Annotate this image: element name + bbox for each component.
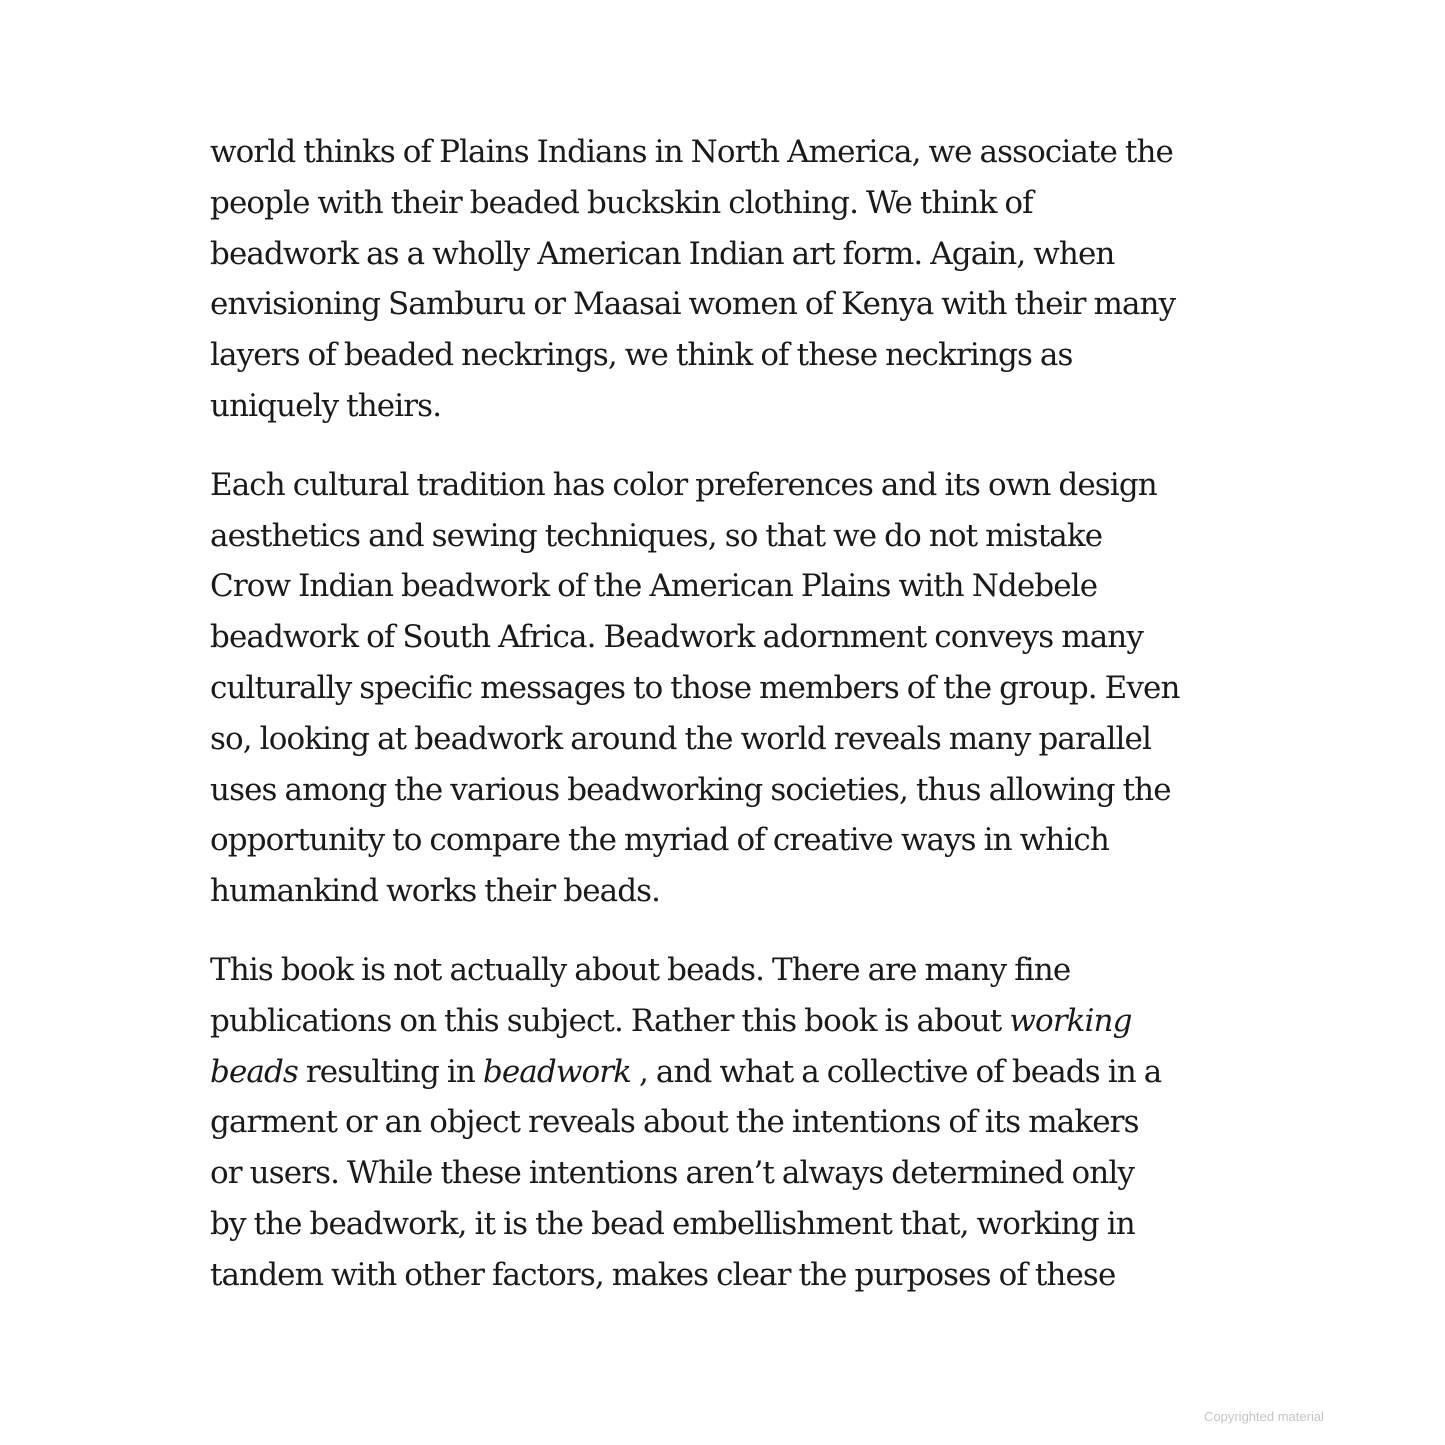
text-line: Crow Indian beadwork of the American Plains with Ndebele xyxy=(210,568,1098,605)
text-line: Each cultural tradition has color preferences and its own design xyxy=(210,466,1157,503)
text-line: world thinks of Plains Indians in North America, we associate the xyxy=(210,134,1173,170)
text-line: beadwork of South Africa. Beadwork adornment conveys many xyxy=(210,619,1143,656)
page-body xyxy=(210,127,1240,1329)
text-run: , and what a collective of beads in a xyxy=(631,1053,1162,1090)
italic-term-beads: beads xyxy=(210,1053,298,1090)
italic-term-working: working xyxy=(1009,1002,1132,1039)
text-line: layers of beaded neckrings, we think of these neckrings as xyxy=(210,337,1073,374)
text-line: beadwork as a wholly American Indian art form. Again, when xyxy=(210,235,1115,272)
text-line: opportunity to compare the myriad of creative ways in which xyxy=(210,822,1109,859)
paragraph-3 xyxy=(210,945,1240,1301)
text-line: by the beadwork, it is the bead embellishment that, working in xyxy=(210,1205,1135,1242)
text-line: people with their beaded buckskin clothing. We think of xyxy=(210,184,1033,221)
text-line: tandem with other factors, makes clear the purposes of these xyxy=(210,1256,1116,1293)
text-line: uniquely theirs. xyxy=(210,387,442,424)
text-line: or users. While these intentions aren’t always determined only xyxy=(210,1155,1134,1192)
paragraph-2 xyxy=(210,460,1240,917)
text-line: This book is not actually about beads. There are many fine xyxy=(210,951,1071,988)
text-line: envisioning Samburu or Maasai women of Kenya with their many xyxy=(210,286,1176,323)
text-line: humankind works their beads. xyxy=(210,873,661,910)
text-run: publications on this subject. Rather this book is about xyxy=(210,1002,1010,1039)
text-run: resulting in xyxy=(297,1053,483,1090)
text-line: culturally specific messages to those members of the group. Even xyxy=(210,669,1180,706)
text-line xyxy=(210,1047,1240,1098)
copyright-watermark: Copyrighted material xyxy=(1204,1409,1324,1424)
text-line xyxy=(210,996,1240,1047)
text-line: uses among the various beadworking societies, thus allowing the xyxy=(210,771,1171,808)
text-line: aesthetics and sewing techniques, so that we do not mistake xyxy=(210,517,1103,554)
italic-term-beadwork: beadwork xyxy=(482,1053,632,1090)
text-line: garment or an object reveals about the intentions of its makers xyxy=(210,1104,1139,1141)
paragraph-1 xyxy=(210,127,1240,432)
text-line: so, looking at beadwork around the world reveals many parallel xyxy=(210,720,1152,757)
